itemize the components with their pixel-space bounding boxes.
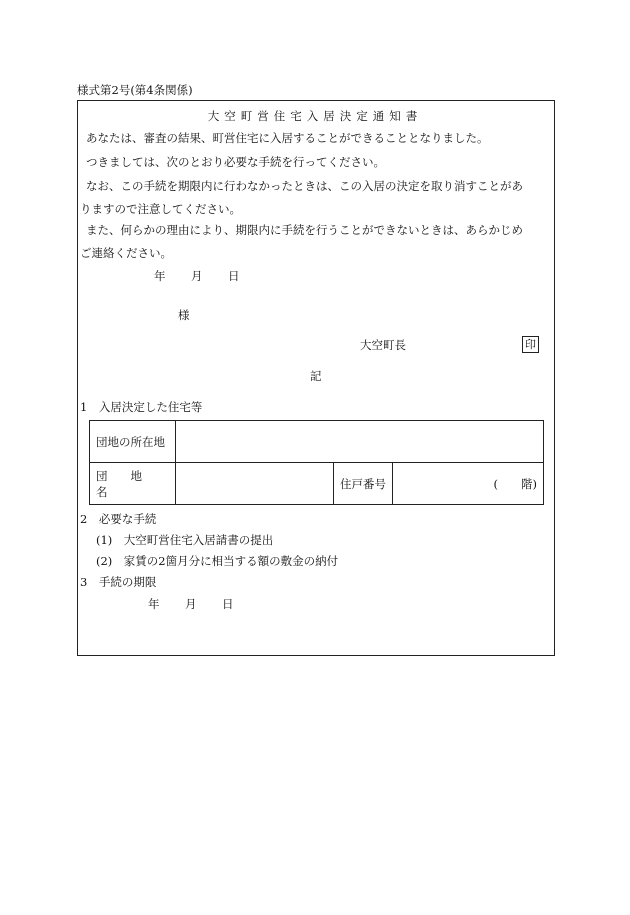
- location-label: 団地の所在地: [90, 421, 176, 463]
- procedure-item-2: (2) 家賃の2箇月分に相当する額の敷金の納付: [96, 554, 339, 568]
- unit-number-label: 住戸番号: [334, 463, 393, 505]
- issuer-name: 大空町長: [360, 338, 406, 352]
- paragraph-4-line-2: ご連絡ください。: [80, 246, 172, 260]
- deadline-day: 日: [222, 597, 234, 611]
- table-row: [90, 421, 544, 463]
- deadline-month: 月: [185, 597, 197, 611]
- complex-name-label: 団 地 名: [90, 463, 176, 505]
- date-day: 日: [228, 269, 240, 283]
- paragraph-4-line-1: また、何らかの理由により、期限内に手続を行うことができないときは、あらかじめ: [86, 223, 523, 237]
- seal-stamp: 印: [522, 336, 539, 353]
- paragraph-2: つきましては、次のとおり必要な手続を行ってください。: [86, 155, 385, 169]
- section-3-heading: 3 手続の期限: [80, 575, 157, 589]
- section-1-heading: 1 入居決定した住宅等: [80, 400, 203, 414]
- paragraph-1: あなたは、審査の結果、町営住宅に入居することができることとなりました。: [86, 131, 489, 145]
- table-row: [90, 463, 544, 505]
- paragraph-3-line-2: りますので注意してください。: [80, 202, 241, 216]
- housing-table: [89, 420, 544, 505]
- deadline-year: 年: [148, 597, 160, 611]
- date-year: 年: [154, 269, 166, 283]
- floor-value: ( 階): [393, 463, 544, 505]
- form-number-label: 様式第2号(第4条関係): [77, 83, 193, 97]
- location-value: [176, 421, 544, 463]
- paragraph-3-line-1: なお、この手続を期限内に行わなかったときは、この入居の決定を取り消すことがあ: [86, 179, 523, 193]
- document-title: 大空町営住宅入居決定通知書: [207, 109, 423, 123]
- addressee-suffix: 様: [178, 308, 190, 322]
- procedure-item-1: (1) 大空町営住宅入居請書の提出: [96, 533, 274, 547]
- complex-name-value: [176, 463, 334, 505]
- section-2-heading: 2 必要な手続: [80, 512, 157, 526]
- ki-heading: 記: [310, 369, 322, 383]
- date-month: 月: [191, 269, 203, 283]
